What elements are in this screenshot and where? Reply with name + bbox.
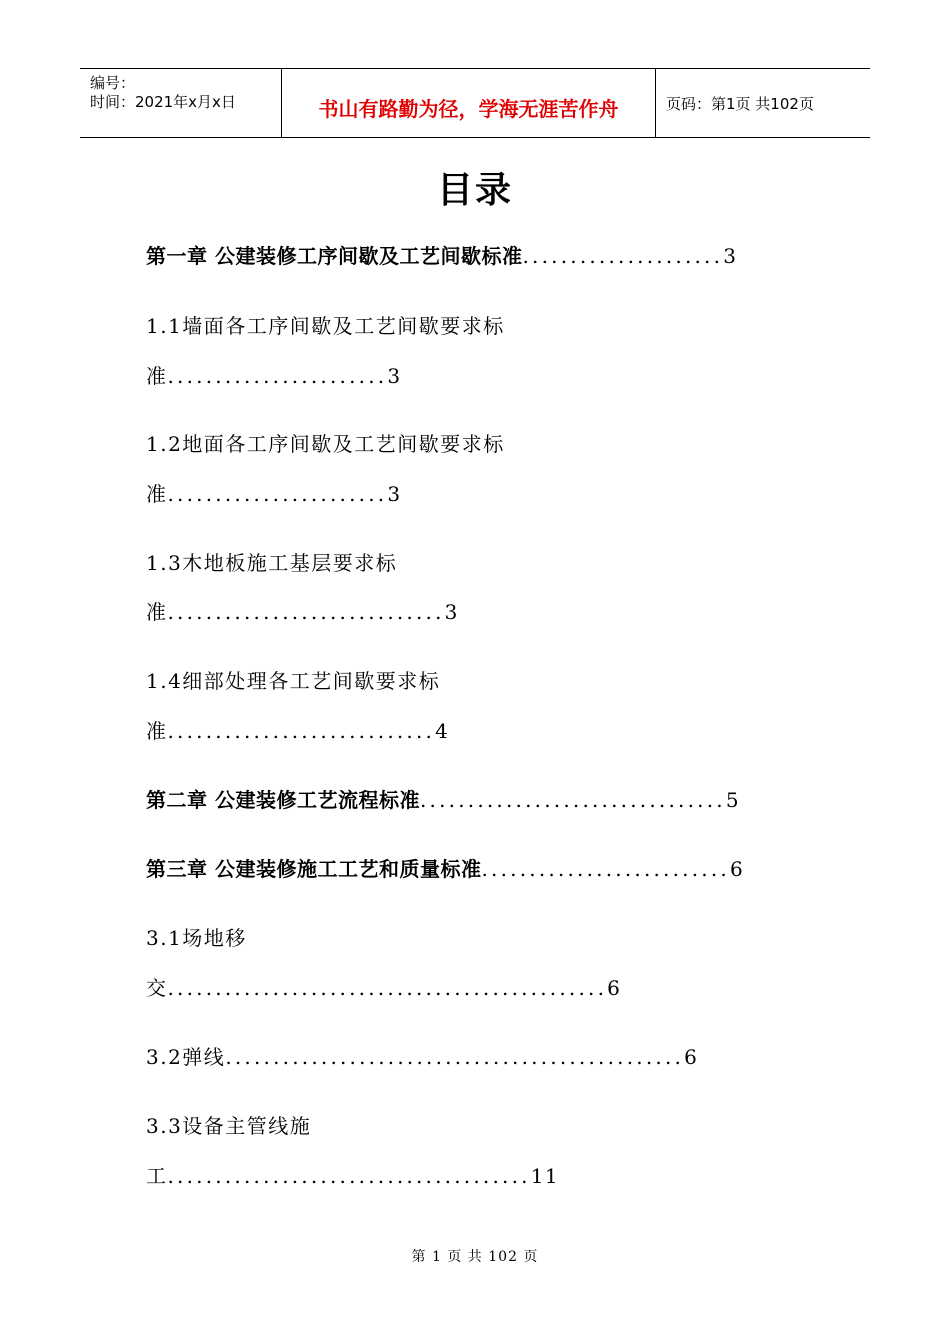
toc-entry[interactable]	[146, 1110, 311, 1139]
toc-entry-text: 准	[146, 719, 168, 743]
toc-entry[interactable]	[146, 547, 397, 576]
toc-entry[interactable]	[146, 665, 440, 694]
toc-entry[interactable]	[146, 922, 247, 951]
toc-leader-dots: .............................	[167, 600, 445, 624]
toc-entry[interactable]	[146, 1160, 559, 1189]
toc-entry[interactable]	[146, 715, 449, 744]
toc-leader-dots: ................................................	[225, 1045, 685, 1069]
toc-leader-dots: ............................	[167, 719, 436, 743]
toc-entry[interactable]	[146, 784, 739, 813]
toc-page-number: 5	[725, 788, 740, 812]
toc-entry[interactable]	[146, 1041, 698, 1070]
toc-leader-dots: .......................	[167, 482, 388, 506]
toc-entry-text: 准	[146, 482, 168, 506]
header-page-cell	[656, 69, 870, 137]
toc-leader-dots: .....................	[522, 244, 724, 268]
toc-entry-text: 3.1场地移	[146, 926, 247, 950]
page-title: 目录	[436, 170, 513, 211]
page-info: 页码：第1页 共102页	[666, 95, 814, 113]
toc-entry-text: 1.4细部处理各工艺间歇要求标	[146, 669, 441, 693]
toc-entry-text: 第一章 公建装修工序间歇及工艺间歇标准	[146, 244, 523, 268]
toc-page-number: 6	[684, 1045, 699, 1069]
toc-page-number: 6	[729, 857, 744, 881]
toc-entry-text: 3.3设备主管线施	[146, 1114, 312, 1138]
toc-entry-text: 1.3木地板施工基层要求标	[146, 551, 398, 575]
toc-entry[interactable]	[146, 596, 459, 625]
toc-entry-text: 1.1墙面各工序间歇及工艺间歇要求标	[146, 314, 505, 338]
toc-entry-text: 第三章 公建装修施工工艺和质量标准	[146, 857, 482, 881]
toc-page-number: 4	[435, 719, 450, 743]
serial-label: 编号：	[90, 74, 136, 92]
toc-entry[interactable]	[146, 972, 621, 1001]
toc-page-number: 6	[607, 976, 622, 1000]
toc-leader-dots: .......................	[167, 364, 388, 388]
toc-entry-text: 第二章 公建装修工艺流程标准	[146, 788, 420, 812]
toc-entry[interactable]	[146, 428, 505, 457]
toc-leader-dots: ................................	[419, 788, 726, 812]
toc-entry-text: 准	[146, 600, 168, 624]
toc-page-number: 3	[387, 364, 402, 388]
header-motto-cell	[281, 69, 656, 137]
toc-page-number: 3	[723, 244, 737, 268]
motto: 书山有路勤为径，学海无涯苦作舟	[318, 97, 619, 121]
toc-page-number: 3	[444, 600, 459, 624]
date-line: 时间：2021年x月x日	[90, 93, 236, 111]
toc-entry[interactable]	[146, 478, 402, 507]
document-header	[80, 68, 870, 138]
toc-entry-text: 准	[146, 364, 168, 388]
page-footer: 第 1 页 共 102 页	[411, 1249, 539, 1265]
header-meta-cell	[80, 69, 281, 137]
toc-entry[interactable]	[146, 240, 736, 269]
toc-entry-text: 工	[146, 1164, 168, 1188]
toc-entry[interactable]	[146, 360, 402, 389]
toc-leader-dots: ..........................	[481, 857, 730, 881]
toc-entry-text: 交	[146, 976, 168, 1000]
toc-leader-dots: ......................................	[167, 1164, 531, 1188]
toc-entry-text: 1.2地面各工序间歇及工艺间歇要求标	[146, 432, 505, 456]
toc-entry[interactable]	[146, 853, 743, 882]
toc-leader-dots: ..............................................	[167, 976, 608, 1000]
toc-entry[interactable]	[146, 310, 505, 339]
toc-page-number: 3	[387, 482, 402, 506]
toc-entry-text: 3.2弹线	[146, 1045, 226, 1069]
toc-page-number: 11	[530, 1164, 560, 1188]
